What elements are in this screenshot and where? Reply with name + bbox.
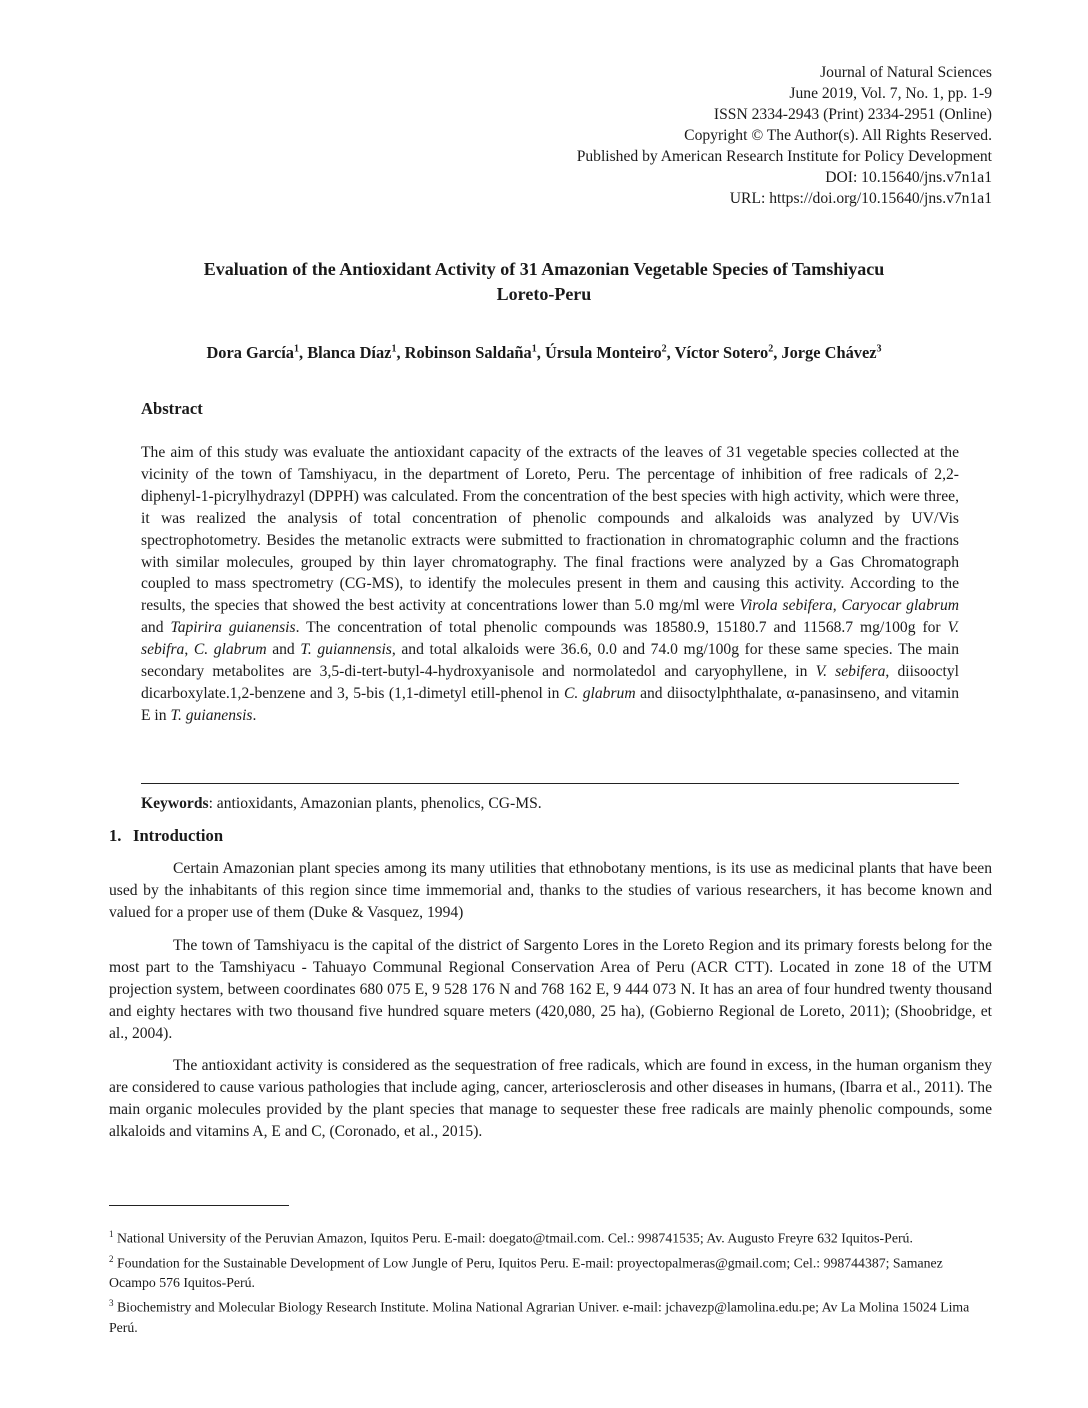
author-separator: ,: [396, 343, 405, 362]
author-name: Úrsula Monteiro: [544, 343, 662, 362]
author-affiliation-mark: 2: [661, 343, 667, 355]
section-title: Introduction: [133, 826, 224, 845]
journal-doi: DOI: 10.15640/jns.v7n1a1: [825, 169, 992, 186]
author: [675, 343, 782, 362]
species-name: Tapirira guianensis: [170, 619, 296, 637]
footnote-mark: 1: [109, 1229, 114, 1239]
abstract-text-run: and: [266, 641, 301, 659]
abstract-text-run: ,: [184, 641, 194, 659]
author-name: Robinson Saldaña: [404, 343, 532, 362]
author-name: Jorge Chávez: [781, 343, 877, 362]
section-heading-introduction: [109, 826, 223, 846]
species-name: T. guiannensis: [300, 641, 392, 659]
abstract-body: [141, 442, 959, 727]
abstract-text-run: ,: [832, 597, 842, 615]
abstract-divider: [141, 783, 959, 784]
species-name: V. sebifra: [141, 619, 959, 659]
species-name: V. sebifera: [815, 663, 886, 681]
keywords-line: [141, 793, 542, 815]
author-name: Blanca Díaz: [307, 343, 392, 362]
author: [206, 343, 307, 362]
abstract-heading: Abstract: [141, 399, 203, 418]
footnote-text: National University of the Peruvian Amazon, Iquitos Peru. E-mail: doegato@tmail.com. Cel.: 998741535; Av. Augusto Freyre 632 Iquitos-Perú.: [113, 1230, 913, 1246]
footnotes: [109, 1224, 992, 1338]
author-name: Dora García: [206, 343, 295, 362]
author-name: Víctor Sotero: [674, 343, 769, 362]
paper-title-line-1: Evaluation of the Antioxidant Activity of 31 Amazonian Vegetable Species of Tamshiyacu: [203, 259, 885, 279]
abstract-text-run: , diisooctyl dicarboxylate.1,2-benzene and 3, 5-bis (1,1-dimetyl etill-phenol in: [141, 663, 959, 702]
author: [405, 343, 545, 362]
author-separator: ,: [299, 343, 308, 362]
author-list: [100, 342, 988, 364]
footnote: [109, 1249, 992, 1294]
abstract-text-run: .: [252, 706, 257, 724]
species-name: C. glabrum: [193, 641, 267, 659]
footnote: [109, 1224, 992, 1249]
species-name: C. glabrum: [563, 684, 636, 702]
footnote-divider: [109, 1205, 289, 1206]
species-name: T. guianensis: [170, 706, 253, 724]
footnote-text: Biochemistry and Molecular Biology Research Institute. Molina National Agrarian Univer. e-mail: jchavezp@lamolina.edu.pe; Av La Molina 15024 Lima Perú.: [109, 1299, 970, 1335]
author-affiliation-mark: 3: [876, 343, 882, 355]
journal-url: URL: https://doi.org/10.15640/jns.v7n1a1: [729, 190, 992, 207]
journal-name: Journal of Natural Sciences: [820, 64, 992, 81]
author: [781, 343, 881, 362]
author-affiliation-mark: 2: [768, 343, 774, 355]
abstract-text-run: and diisoctylphthalate, α-panasinseno, and vitamin E in: [141, 684, 959, 724]
species-name: Caryocar glabrum: [841, 597, 960, 615]
author-affiliation-mark: 1: [294, 343, 300, 355]
author: [307, 343, 404, 362]
abstract-text-run: and: [141, 619, 171, 637]
author-separator: ,: [666, 343, 675, 362]
footnote: [109, 1293, 992, 1338]
author-affiliation-mark: 1: [531, 343, 537, 355]
paper-title: [100, 257, 988, 307]
paper-title-line-2: Loreto-Peru: [496, 284, 592, 304]
journal-publisher: Published by American Research Institute for Policy Development: [576, 148, 992, 165]
journal-copyright: Copyright © The Author(s). All Rights Reserved.: [684, 127, 992, 144]
intro-paragraph-3: The antioxidant activity is considered as the sequestration of free radicals, which are found in excess, in the human organism they are considered to cause various pathologies that include aging, cancer, arteriosclerosis and other diseases in humans, (Ibarra et al., 2011). The main organic molecules provided by the plant species that manage to sequester these free radicals are mainly phenolic compounds, some alkaloids and vitamins A, E and C, (Coronado, et al., 2015).: [109, 1057, 992, 1140]
journal-issue: June 2019, Vol. 7, No. 1, pp. 1-9: [789, 85, 992, 102]
author-separator: ,: [536, 343, 545, 362]
intro-paragraph-1: Certain Amazonian plant species among its many utilities that ethnobotany mentions, is its use as medicinal plants that have been used by the inhabitants of this region since time immemorial and, thanks to the studies of various researchers, it has become known and valued for a proper use of them (Duke & Vasquez, 1994): [109, 860, 992, 921]
abstract-text-run: , and total alkaloids were 36.6, 0.0 and 74.0 mg/100g for these same species. The main secondary metabolites are 3,5-di-tert-butyl-4-hydroxyanisole and normolatedol and caryophyllene, in: [141, 641, 959, 681]
keywords-label: Keywords: [141, 795, 209, 812]
author-affiliation-mark: 1: [391, 343, 397, 355]
section-number: 1.: [109, 826, 122, 845]
intro-paragraph-2: The town of Tamshiyacu is the capital of the district of Sargento Lores in the Loreto Region and its primary forests belong for the most part to the Tamshiyacu - Tahuayo Communal Regional Conservation Area of Peru (ACR CTT). Located in zone 18 of the UTM projection system, between coordinates 680 075 E, 9 528 176 N and 768 162 E, 9 444 073 N. It has an area of four hundred twenty thousand and eighty hectares with two thousand five hundred square meters (420,080, 25 ha), (Gobierno Regional de Loreto, 2011); (Shoobridge, et al., 2004).: [109, 937, 992, 1042]
author-separator: ,: [773, 343, 782, 362]
footnote-mark: 3: [109, 1298, 114, 1309]
journal-header: [432, 62, 992, 209]
journal-issn: ISSN 2334-2943 (Print) 2334-2951 (Online): [713, 106, 992, 123]
keywords-text: : antioxidants, Amazonian plants, phenolics, CG-MS.: [208, 795, 542, 812]
abstract-text-run: . The concentration of total phenolic compounds was 18580.9, 15180.7 and 11568.7 mg/100g for: [295, 619, 948, 637]
footnote-text: Foundation for the Sustainable Development of Low Jungle of Peru, Iquitos Peru. E-mail: proyectopalmeras@gmail.com; Cel.: 998744387; Samanez Ocampo 576 Iquitos-Perú.: [109, 1255, 943, 1291]
species-name: Virola sebifera: [739, 597, 833, 615]
abstract-text-run: The aim of this study was evaluate the antioxidant capacity of the extracts of the leaves of 31 vegetable species collected at the vicinity of the town of Tamshiyacu, in the department of Loreto, Peru. The percentage of inhibition of free radicals of 2,2-diphenyl-1-picrylhydrazyl (DPPH) was calculated. From the concentration of the best species with high activity, which were three, it was realized the analysis of total concentration of phenolic compounds and alkaloids was analyzed by UV/Vis spectrophotometry. Besides the metanolic extracts were submitted to fractionation in chromatographic column and the fractions with similar molecules, grouped by thin layer chromatography. The final fractions were analyzed by a Gas Chromatograph coupled to mass spectrometry (CG-MS), to identify the molecules present in them and causing this activity. According to the results, the species that showed the best activity at concentrations lower than 5.0 mg/ml were: [141, 444, 959, 615]
footnote-mark: 2: [109, 1253, 114, 1264]
author: [545, 343, 675, 362]
